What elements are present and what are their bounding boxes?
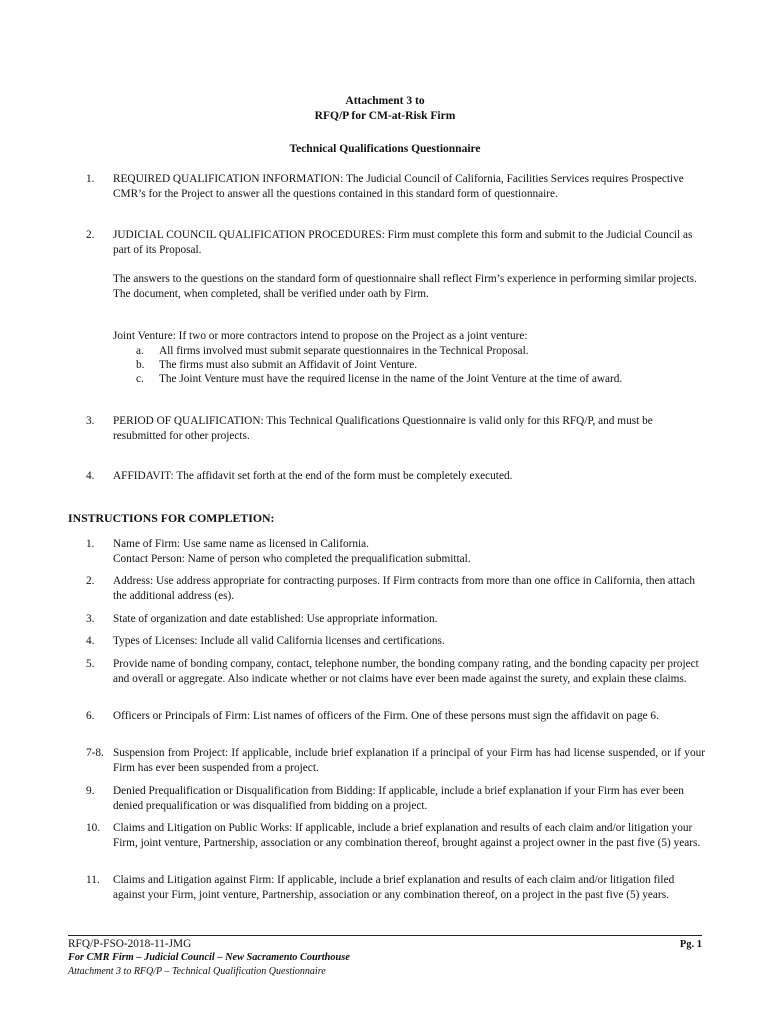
instruction-text: Provide name of bonding company, contact, telephone number, the bonding company rating, and the bonding capacity per project and overall or aggregate. Also indicate whether or not claims have ever been made against the surety, and explain these claims. <box>113 658 699 685</box>
instruction-number: 11. <box>86 874 100 886</box>
section-2-text: JUDICIAL COUNCIL QUALIFICATION PROCEDURES: Firm must complete this form and submit to the Judicial Council as part of its Proposal. <box>113 229 693 256</box>
instruction-number: 3. <box>86 613 95 625</box>
section-3-text: PERIOD OF QUALIFICATION: This Technical Qualifications Questionnaire is valid only for this RFQ/P, and must be resubmitted for other projects. <box>113 415 653 442</box>
page-number: Pg. 1 <box>679 939 702 950</box>
instruction-number: 10. <box>86 822 101 834</box>
footer-rule <box>68 935 702 936</box>
section-1-text: REQUIRED QUALIFICATION INFORMATION: The Judicial Council of California, Facilities Services requires Prospective CMR’s for the Project to answer all the questions contained in this standard form of questionnaire. <box>113 173 684 200</box>
jv-item-text: The Joint Venture must have the required license in the name of the Joint Venture at the time of award. <box>159 373 623 385</box>
footer-project: For CMR Firm – Judicial Council – New Sacramento Courthouse <box>68 952 350 963</box>
instruction-number: 9. <box>86 785 95 797</box>
footer-reference: RFQ/P-FSO-2018-11-JMG <box>68 938 192 950</box>
document-title: Technical Qualifications Questionnaire <box>289 143 481 155</box>
section-2-number: 2. <box>86 229 95 241</box>
instruction-number: 5. <box>86 658 95 670</box>
header-line-1: Attachment 3 to <box>345 95 425 107</box>
section-3-number: 3. <box>86 415 95 427</box>
jv-item-letter: a. <box>136 345 144 357</box>
instruction-number: 2. <box>86 575 95 587</box>
instruction-text: Suspension from Project: If applicable, include brief explanation if a principal of your Firm has had license suspended, or if your Firm has ever been suspended from a project. <box>113 747 705 774</box>
instruction-text: Denied Prequalification or Disqualification from Bidding: If applicable, include a brief explanation if your Firm has ever been denied prequalification or was disqualified from bidding on a project. <box>113 785 684 812</box>
instruction-line: Contact Person: Name of person who completed the prequalification submittal. <box>113 553 471 565</box>
instruction-text: Claims and Litigation against Firm: If applicable, include a brief explanation and results of each claim and/or litigation filed against your Firm, joint venture, Partnership, association or any combination thereof, on a project in the past five (5) years. <box>113 874 675 901</box>
joint-venture-intro: Joint Venture: If two or more contractors intend to propose on the Project as a joint venture: <box>113 330 528 342</box>
instruction-text: Address: Use address appropriate for contracting purposes. If Firm contracts from more than one office in California, then attach the additional address (es). <box>113 575 696 602</box>
instruction-text: State of organization and date established: Use appropriate information. <box>113 613 438 625</box>
instruction-text: Claims and Litigation on Public Works: If applicable, include a brief explanation and results of each claim and/or litigation your Firm, joint venture, Partnership, association or any combination thereof, brought against a project owner in the past five (5) years. <box>113 822 701 849</box>
jv-item-text: All firms involved must submit separate questionnaires in the Technical Proposal. <box>159 345 529 357</box>
section-2-paragraph-2: The answers to the questions on the standard form of questionnaire shall reflect Firm’s experience in performing similar projects. The document, when completed, shall be verified under oath by Firm. <box>113 273 697 300</box>
section-4-number: 4. <box>86 470 95 482</box>
section-1-number: 1. <box>86 173 95 185</box>
instruction-number: 1. <box>86 538 95 550</box>
jv-item-letter: b. <box>136 359 145 371</box>
instruction-number: 7-8. <box>86 747 104 759</box>
instruction-line: Name of Firm: Use same name as licensed in California. <box>113 538 369 550</box>
instruction-text <box>113 537 705 567</box>
header-line-2: RFQ/P for CM-at-Risk Firm <box>314 110 456 122</box>
footer-attachment: Attachment 3 to RFQ/P – Technical Qualification Questionnaire <box>68 966 326 977</box>
section-4-text: AFFIDAVIT: The affidavit set forth at the end of the form must be completely executed. <box>113 470 513 482</box>
jv-item-text: The firms must also submit an Affidavit of Joint Venture. <box>159 359 418 371</box>
instruction-text: Officers or Principals of Firm: List names of officers of the Firm. One of these persons must sign the affidavit on page 6. <box>113 710 659 722</box>
instruction-text: Types of Licenses: Include all valid California licenses and certifications. <box>113 635 445 647</box>
instructions-heading: INSTRUCTIONS FOR COMPLETION: <box>68 511 275 525</box>
jv-item-letter: c. <box>136 373 144 385</box>
instruction-number: 6. <box>86 710 95 722</box>
instruction-number: 4. <box>86 635 95 647</box>
